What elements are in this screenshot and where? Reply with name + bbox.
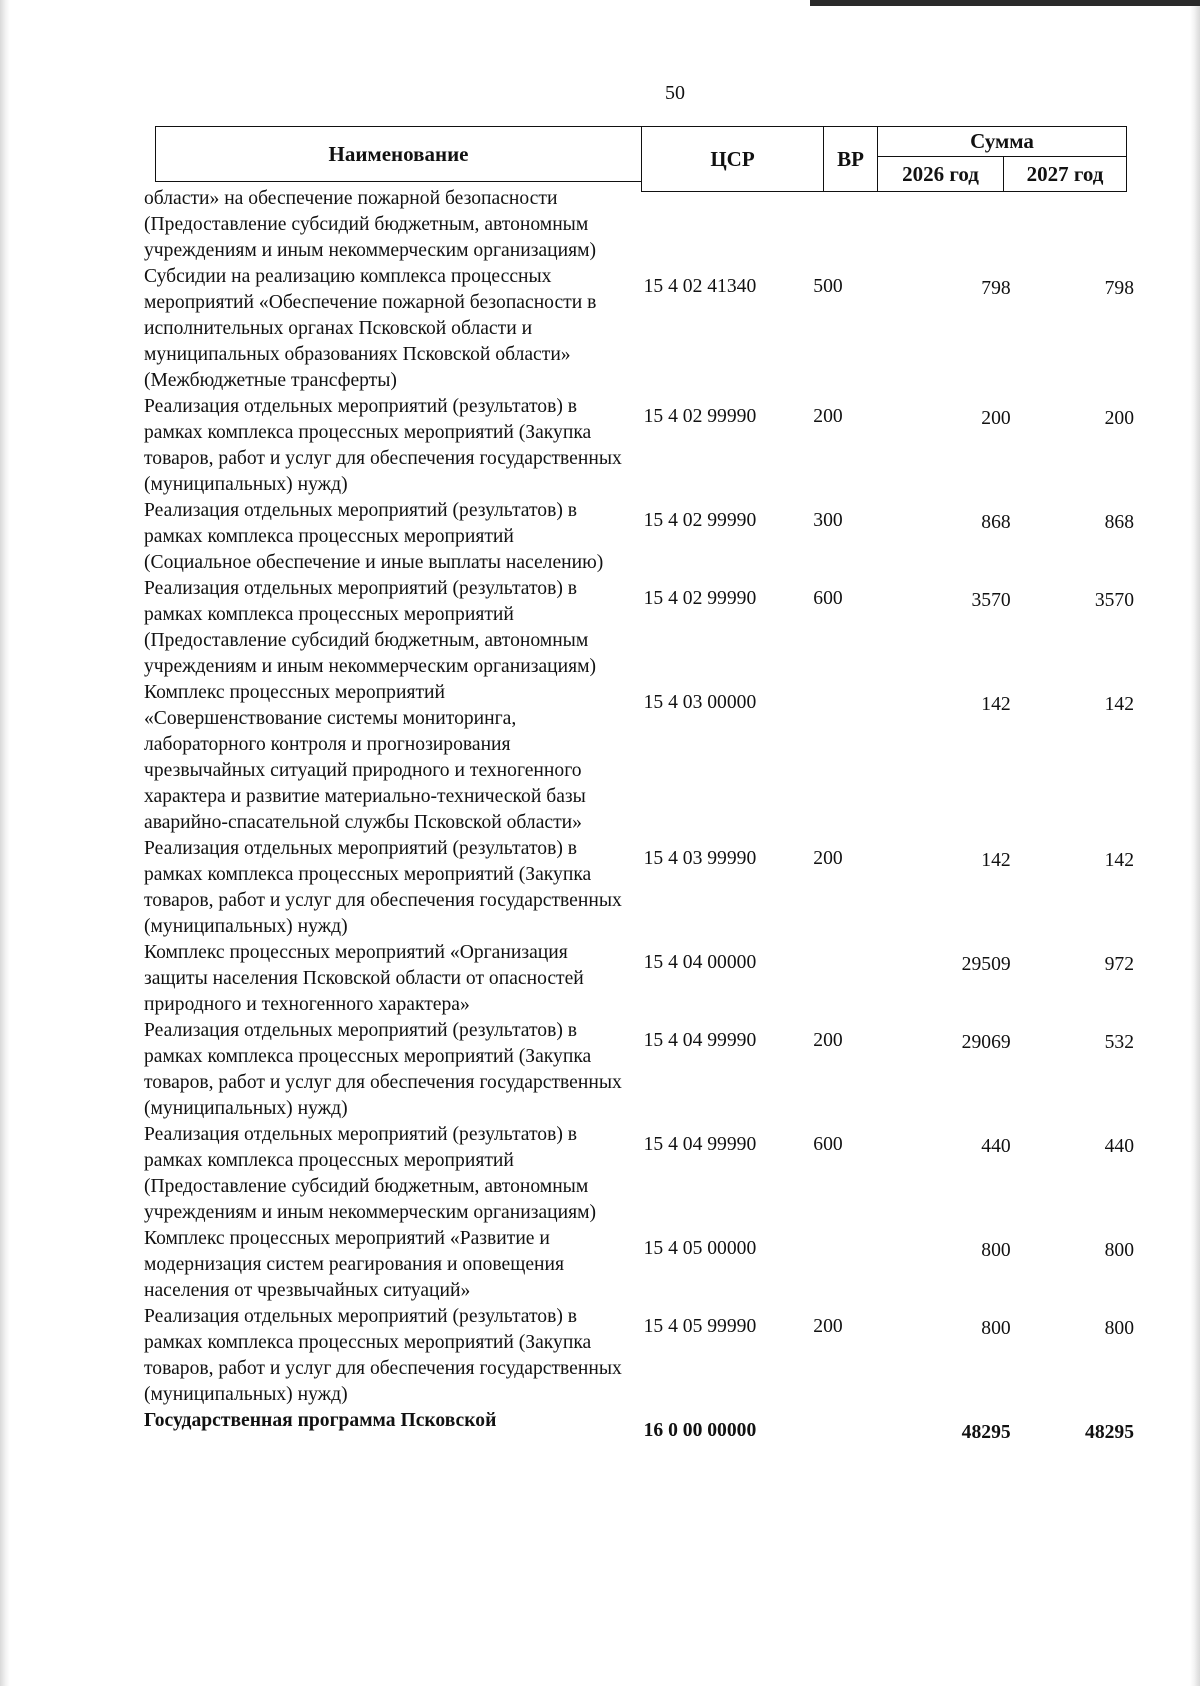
table-row: [144, 1408, 1134, 1446]
table-row: [144, 836, 1134, 940]
cell-csr: 15 4 04 99990: [643, 1134, 757, 1155]
table-row: [144, 940, 1134, 1018]
cell-2026: 29509: [961, 954, 1011, 975]
cell-2026: 3570: [971, 590, 1011, 611]
cell-name: Государственная программа Псковской: [144, 1410, 497, 1431]
cell-2027: 972: [1104, 954, 1134, 975]
table-row: [144, 680, 1134, 836]
cell-csr: 15 4 03 99990: [643, 848, 757, 869]
cell-csr: 15 4 04 99990: [643, 1030, 757, 1051]
table-row: [144, 498, 1134, 576]
table-body: [144, 186, 1134, 1446]
cell-2027: 798: [1104, 278, 1134, 299]
table-row: [144, 264, 1134, 394]
cell-vr: 200: [813, 406, 843, 427]
cell-vr: 200: [813, 1316, 843, 1337]
scan-edge-right: [1190, 0, 1200, 1686]
cell-vr: [813, 1408, 872, 1418]
cell-2027: 200: [1104, 408, 1134, 429]
cell-csr: 15 4 02 99990: [643, 588, 757, 609]
cell-name: Реализация отдельных мероприятий (результатов) в рамках комплекса процессных мероприятий (Закупка товаров, работ и услуг для обеспечения государственных (муниципальных) нужд): [144, 1306, 622, 1405]
cell-vr: 600: [813, 588, 843, 609]
cell-2026: 440: [981, 1136, 1011, 1157]
cell-name: Реализация отдельных мероприятий (результатов) в рамках комплекса процессных мероприятий (Предоставление субсидий бюджетным, автономным учреждениям и иным некоммерческим организациям): [144, 578, 597, 677]
header-year-2027: 2027 год: [1003, 156, 1127, 192]
cell-2027: 440: [1104, 1136, 1134, 1157]
cell-vr: 200: [813, 848, 843, 869]
table-row: [144, 1304, 1134, 1408]
cell-name: Реализация отдельных мероприятий (результатов) в рамках комплекса процессных мероприятий (Социальное обеспечение и иные выплаты населению): [144, 500, 604, 573]
cell-csr: 15 4 02 99990: [643, 406, 757, 427]
cell-2027: 800: [1104, 1318, 1134, 1339]
cell-name: Комплекс процессных мероприятий «Совершенствование системы мониторинга, лабораторного контроля и прогнозирования чрезвычайных ситуаций природного и техногенного характера и развитие материально-технической базы аварийно-спасательной службы Псковской области»: [144, 682, 586, 833]
cell-name: Субсидии на реализацию комплекса процессных мероприятий «Обеспечение пожарной безопасности в исполнительных органах Псковской области и муниципальных образованиях Псковской области» (Межбюджетные трансферты): [144, 266, 597, 391]
cell-csr: 15 4 02 41340: [643, 276, 757, 297]
cell-2026: 200: [981, 408, 1011, 429]
cell-name: Реализация отдельных мероприятий (результатов) в рамках комплекса процессных мероприятий (Закупка товаров, работ и услуг для обеспечения государственных (муниципальных) нужд): [144, 396, 622, 495]
cell-2026: 800: [981, 1240, 1011, 1261]
cell-2026: 29069: [961, 1032, 1011, 1053]
scan-edge-left: [0, 0, 10, 1686]
cell-csr: 15 4 02 99990: [643, 510, 757, 531]
cell-csr: 15 4 03 00000: [643, 692, 757, 713]
cell-name: Комплекс процессных мероприятий «Развитие и модернизация систем реагирования и оповещения населения от чрезвычайных ситуаций»: [144, 1228, 565, 1301]
cell-2026: 868: [981, 512, 1011, 533]
table-row: [144, 186, 1134, 264]
cell-vr: 600: [813, 1134, 843, 1155]
cell-name: Реализация отдельных мероприятий (результатов) в рамках комплекса процессных мероприятий (Закупка товаров, работ и услуг для обеспечения государственных (муниципальных) нужд): [144, 1020, 622, 1119]
cell-csr: 15 4 05 00000: [643, 1238, 757, 1259]
header-vr: ВР: [823, 126, 878, 192]
header-year-2026: 2026 год: [877, 156, 1004, 192]
cell-csr: 15 4 04 00000: [643, 952, 757, 973]
cell-vr: [813, 680, 872, 690]
table-row: [144, 1226, 1134, 1304]
cell-vr: 500: [813, 276, 843, 297]
cell-vr: [813, 1226, 872, 1236]
cell-name: Реализация отдельных мероприятий (результатов) в рамках комплекса процессных мероприятий (Закупка товаров, работ и услуг для обеспечения государственных (муниципальных) нужд): [144, 838, 622, 937]
cell-2027: 142: [1104, 694, 1134, 715]
table-row: [144, 576, 1134, 680]
cell-2027: 532: [1104, 1032, 1134, 1053]
scan-edge-top: [810, 0, 1200, 6]
cell-vr: [813, 940, 872, 950]
header-name: Наименование: [155, 126, 642, 182]
cell-name: области» на обеспечение пожарной безопасности (Предоставление субсидий бюджетным, автономным учреждениям и иным некоммерческим организациям): [144, 188, 597, 261]
cell-2027: 142: [1104, 850, 1134, 871]
cell-2026: 142: [981, 850, 1011, 871]
cell-2027: 868: [1104, 512, 1134, 533]
table-row: [144, 1122, 1134, 1226]
cell-csr: 15 4 05 99990: [643, 1316, 757, 1337]
cell-2026: 798: [981, 278, 1011, 299]
cell-vr: 300: [813, 510, 843, 531]
cell-vr: 200: [813, 1030, 843, 1051]
header-csr: ЦСР: [641, 126, 824, 192]
cell-2026: 48295: [961, 1422, 1011, 1443]
table-row: [144, 1018, 1134, 1122]
page-number: 50: [665, 82, 685, 104]
cell-csr: 16 0 00 00000: [643, 1420, 757, 1441]
cell-2027: 800: [1104, 1240, 1134, 1261]
cell-2027: 3570: [1094, 590, 1134, 611]
cell-name: Реализация отдельных мероприятий (результатов) в рамках комплекса процессных мероприятий (Предоставление субсидий бюджетным, автономным учреждениям и иным некоммерческим организациям): [144, 1124, 597, 1223]
cell-2026: 142: [981, 694, 1011, 715]
cell-name: Комплекс процессных мероприятий «Организация защиты населения Псковской области от опасностей природного и техногенного характера»: [144, 942, 584, 1015]
table-row: [144, 394, 1134, 498]
cell-2027: 48295: [1085, 1422, 1134, 1443]
table-header: [155, 126, 1127, 192]
cell-2026: 800: [981, 1318, 1011, 1339]
header-sum: Сумма: [877, 126, 1127, 157]
